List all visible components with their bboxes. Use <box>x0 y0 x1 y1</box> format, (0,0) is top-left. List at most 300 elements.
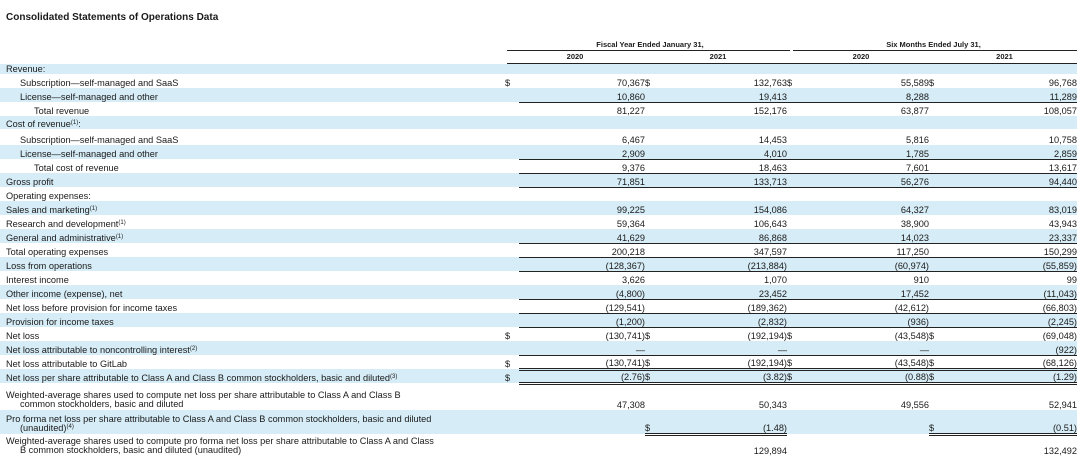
amount-cell: 129,894 <box>753 446 787 456</box>
amount-cell: (2,832) <box>661 313 787 327</box>
row-label-text: Subscription—self-managed and SaaS <box>20 78 179 88</box>
currency-symbol: $ <box>929 410 945 434</box>
row-label-continuation-text: B common stockholders, basic and diluted (unaudited) <box>20 445 242 456</box>
six-months-header: Six Months Ended July 31, <box>886 40 981 49</box>
currency-symbol <box>505 116 519 129</box>
row-label <box>0 434 505 456</box>
currency-symbol <box>505 159 519 173</box>
amount-cell: (4,800) <box>519 285 645 299</box>
amount-cell: — <box>519 341 645 355</box>
statement-row <box>0 159 1077 173</box>
amount-cell: 5,816 <box>906 135 929 145</box>
amount-cell: 99 <box>1066 275 1077 285</box>
amount-cell <box>519 410 645 434</box>
amount-cell: (68,126) <box>945 355 1077 369</box>
amount-cell: (42,612) <box>803 299 929 313</box>
currency-symbol: $ <box>505 331 511 341</box>
amount-cell: 83,019 <box>945 201 1077 215</box>
amount-cell: 64,327 <box>803 201 929 215</box>
amount-cell <box>803 434 929 456</box>
amount-cell <box>661 116 787 129</box>
statement-row <box>0 187 1077 201</box>
amount-cell: 52,941 <box>1048 400 1077 410</box>
statement-row <box>0 341 1077 355</box>
amount-cell: (2,245) <box>945 313 1077 327</box>
currency-symbol <box>787 383 803 410</box>
amount-cell: 2,859 <box>945 145 1077 159</box>
currency-symbol <box>929 299 945 313</box>
amount-cell: 1,070 <box>764 275 787 285</box>
amount-cell: 63,877 <box>900 106 929 116</box>
amount-cell: 70,367 <box>616 78 645 88</box>
statement-row <box>0 215 1077 229</box>
currency-symbol <box>505 341 519 355</box>
currency-symbol <box>787 116 803 129</box>
currency-symbol <box>787 285 803 299</box>
currency-symbol <box>645 215 661 229</box>
currency-symbol <box>505 129 519 145</box>
amount-cell: 19,413 <box>661 88 787 102</box>
amount-cell <box>661 187 787 201</box>
currency-symbol <box>787 243 803 257</box>
row-label-continuation <box>6 400 505 410</box>
amount-cell: 94,440 <box>945 173 1077 187</box>
currency-symbol <box>505 383 519 410</box>
currency-symbol <box>645 187 661 201</box>
currency-symbol <box>787 271 803 285</box>
amount-cell: 71,851 <box>519 173 645 187</box>
amount-cell: (0.88) <box>803 369 929 383</box>
amount-cell: 56,276 <box>803 173 929 187</box>
row-label-text: License—self-managed and other <box>20 149 158 159</box>
row-label <box>0 257 505 271</box>
amount-cell: (936) <box>803 313 929 327</box>
statement-row <box>0 313 1077 327</box>
currency-symbol <box>505 299 519 313</box>
currency-symbol <box>505 187 519 201</box>
row-label-text: Total cost of revenue <box>34 163 119 173</box>
amount-cell: 6,467 <box>622 135 645 145</box>
currency-symbol <box>505 434 519 456</box>
currency-symbol: $ <box>505 359 511 369</box>
statement-row <box>0 145 1077 159</box>
col-header-fy2021: 2021 <box>709 52 727 61</box>
statement-row <box>0 257 1077 271</box>
statement-title: Consolidated Statements of Operations Data <box>6 12 219 23</box>
currency-symbol <box>929 257 945 271</box>
row-label <box>0 173 505 187</box>
currency-symbol <box>929 145 945 159</box>
statement-row <box>0 285 1077 299</box>
statement-row <box>0 173 1077 187</box>
row-label-continuation-text: common stockholders, basic and diluted <box>20 399 184 410</box>
statement-row <box>0 327 1077 341</box>
row-label <box>0 327 505 341</box>
amount-cell: 17,452 <box>803 285 929 299</box>
amount-cell: 43,943 <box>1048 219 1077 229</box>
currency-symbol <box>929 102 945 116</box>
currency-symbol <box>929 434 945 456</box>
amount-cell: 8,288 <box>803 88 929 102</box>
currency-symbol <box>929 313 945 327</box>
statement-row <box>0 116 1077 129</box>
amount-cell: 3,626 <box>622 275 645 285</box>
amount-cell: (213,884) <box>661 257 787 271</box>
currency-symbol <box>929 129 945 145</box>
amount-cell <box>519 434 645 456</box>
currency-symbol <box>505 229 519 243</box>
currency-symbol <box>645 341 661 355</box>
amount-cell: 347,597 <box>661 243 787 257</box>
currency-symbol <box>929 64 945 74</box>
row-label-text: Net loss before provision for income taxes <box>6 303 178 313</box>
currency-symbol <box>645 102 661 116</box>
row-label <box>0 215 505 229</box>
statement-row <box>0 271 1077 285</box>
row-label <box>0 187 505 201</box>
amount-cell: — <box>661 341 787 355</box>
row-label <box>0 341 505 355</box>
amount-cell: 10,860 <box>519 88 645 102</box>
currency-symbol <box>645 383 661 410</box>
row-label-text: Research and development <box>6 219 119 229</box>
currency-symbol <box>787 257 803 271</box>
row-label <box>0 410 505 434</box>
amount-cell: (43,548) <box>803 355 929 369</box>
amount-cell: 132,763 <box>753 78 787 88</box>
currency-symbol <box>929 271 945 285</box>
currency-symbol <box>929 159 945 173</box>
amount-cell <box>519 187 645 201</box>
amount-cell: 910 <box>913 275 929 285</box>
currency-symbol <box>929 243 945 257</box>
amount-cell: 59,364 <box>616 219 645 229</box>
footnote-marker: (1) <box>89 206 98 212</box>
currency-symbol <box>505 215 519 229</box>
currency-symbol: $ <box>505 369 519 383</box>
amount-cell: (2.76) <box>519 369 645 383</box>
currency-symbol <box>645 159 661 173</box>
row-label <box>0 355 505 369</box>
currency-symbol <box>929 116 945 129</box>
statement-row <box>0 355 1077 369</box>
row-label <box>0 88 505 102</box>
amount-cell: 7,601 <box>803 159 929 173</box>
currency-symbol <box>787 229 803 243</box>
currency-symbol: $ <box>645 410 661 434</box>
currency-symbol <box>645 257 661 271</box>
amount-cell: 41,629 <box>519 229 645 243</box>
amount-cell: 55,589 <box>900 78 929 88</box>
amount-cell: 18,463 <box>661 159 787 173</box>
currency-symbol <box>787 102 803 116</box>
row-label-text: General and administrative <box>6 233 116 243</box>
amount-cell: (60,974) <box>803 257 929 271</box>
currency-symbol: $ <box>645 369 661 383</box>
statement-row <box>0 88 1077 102</box>
amount-cell: 200,218 <box>519 243 645 257</box>
amount-cell: 14,453 <box>758 135 787 145</box>
footnote-marker: (2) <box>189 346 198 352</box>
amount-cell: (11,043) <box>945 285 1077 299</box>
currency-symbol <box>929 215 945 229</box>
currency-symbol <box>787 299 803 313</box>
amount-cell: 49,556 <box>900 400 929 410</box>
currency-symbol: $ <box>787 78 793 88</box>
currency-symbol <box>929 341 945 355</box>
amount-cell: 2,909 <box>519 145 645 159</box>
row-label <box>0 285 505 299</box>
statement-table <box>0 64 1077 456</box>
amount-cell: 10,758 <box>1048 135 1077 145</box>
amount-cell: 108,057 <box>1043 106 1077 116</box>
fiscal-year-header: Fiscal Year Ended January 31, <box>596 40 704 49</box>
row-label <box>0 145 505 159</box>
currency-symbol <box>929 201 945 215</box>
amount-cell: (192,194) <box>661 355 787 369</box>
amount-cell: (43,548) <box>894 331 929 341</box>
row-label-text: Total revenue <box>34 106 90 116</box>
row-label-continuation <box>6 446 505 456</box>
currency-symbol <box>787 313 803 327</box>
amount-cell: 11,289 <box>945 88 1077 102</box>
footnote-marker: (3) <box>390 374 398 380</box>
currency-symbol <box>787 173 803 187</box>
row-label-text: Gross profit <box>6 177 54 187</box>
amount-cell: (1.48) <box>661 410 787 434</box>
currency-symbol <box>929 383 945 410</box>
currency-symbol <box>505 257 519 271</box>
amount-cell: (189,362) <box>661 299 787 313</box>
amount-cell <box>519 116 645 129</box>
row-label-text: Cost of revenue <box>6 119 71 129</box>
amount-cell: 14,023 <box>803 229 929 243</box>
amount-cell: 133,713 <box>661 173 787 187</box>
row-label-text: Net loss attributable to GitLab <box>6 359 128 369</box>
row-label <box>0 64 505 74</box>
statement-row <box>0 201 1077 215</box>
currency-symbol <box>929 285 945 299</box>
currency-symbol <box>505 271 519 285</box>
amount-cell: 154,086 <box>661 201 787 215</box>
label-suffix: : <box>78 119 81 129</box>
amount-cell: (192,194) <box>747 331 787 341</box>
statement-row <box>0 102 1077 116</box>
row-label <box>0 102 505 116</box>
row-label-text: Loss from operations <box>6 261 92 271</box>
row-label <box>0 369 505 383</box>
amount-cell: 81,227 <box>616 106 645 116</box>
currency-symbol <box>645 116 661 129</box>
currency-symbol <box>645 229 661 243</box>
currency-symbol <box>505 285 519 299</box>
currency-symbol <box>505 243 519 257</box>
amount-cell: (55,859) <box>945 257 1077 271</box>
row-label-text: Pro forma net loss per share attributable to Class A and Class B common stockholders, basic and diluted <box>6 413 432 424</box>
statement-row <box>0 129 1077 145</box>
row-label-text: Sales and marketing <box>6 205 90 215</box>
statement-row <box>0 243 1077 257</box>
amount-cell: (922) <box>945 341 1077 355</box>
amount-cell: (1,200) <box>519 313 645 327</box>
currency-symbol <box>787 410 803 434</box>
amount-cell: 47,308 <box>616 400 645 410</box>
currency-symbol <box>645 299 661 313</box>
amount-cell <box>803 64 929 74</box>
currency-symbol <box>929 88 945 102</box>
currency-symbol <box>787 159 803 173</box>
currency-symbol <box>505 173 519 187</box>
row-label-text: Provision for income taxes <box>6 317 114 327</box>
amount-cell: 150,299 <box>945 243 1077 257</box>
footnote-marker: (1) <box>70 120 79 126</box>
currency-symbol: $ <box>645 355 661 369</box>
currency-symbol <box>787 341 803 355</box>
currency-symbol <box>787 215 803 229</box>
amount-cell <box>803 116 929 129</box>
row-label <box>0 129 505 145</box>
currency-symbol <box>787 88 803 102</box>
statement-row <box>0 434 1077 456</box>
currency-symbol <box>645 145 661 159</box>
amount-cell: 9,376 <box>519 159 645 173</box>
row-label <box>0 201 505 215</box>
currency-symbol <box>505 88 519 102</box>
currency-symbol <box>787 187 803 201</box>
row-label <box>0 159 505 173</box>
amount-cell: 23,452 <box>661 285 787 299</box>
currency-symbol <box>645 201 661 215</box>
row-label-text: License—self-managed and other <box>20 92 158 102</box>
amount-cell: 4,010 <box>661 145 787 159</box>
amount-cell: 1,785 <box>803 145 929 159</box>
amount-cell: (128,367) <box>519 257 645 271</box>
amount-cell: 86,868 <box>661 229 787 243</box>
currency-symbol <box>505 201 519 215</box>
row-label <box>0 229 505 243</box>
row-label-text: Weighted-average shares used to compute pro forma net loss per share attributable to Class A and Class <box>6 435 434 446</box>
statement-row <box>0 229 1077 243</box>
statement-row <box>0 410 1077 434</box>
currency-symbol <box>929 173 945 187</box>
currency-symbol: $ <box>645 331 651 341</box>
row-label-continuation <box>6 424 505 434</box>
row-label-text: Net loss per share attributable to Class A and Class B common stockholders, basic and diluted <box>6 373 391 383</box>
currency-symbol <box>505 410 519 434</box>
footnote-marker: (4) <box>66 424 74 431</box>
row-label <box>0 271 505 285</box>
amount-cell: (69,048) <box>1042 331 1077 341</box>
amount-cell <box>803 410 929 434</box>
row-label-text: Weighted-average shares used to compute net loss per share attributable to Class A and Class B <box>6 389 401 400</box>
row-label <box>0 313 505 327</box>
currency-symbol: $ <box>787 355 803 369</box>
amount-cell: 152,176 <box>753 106 787 116</box>
currency-symbol <box>929 187 945 201</box>
amount-cell <box>803 187 929 201</box>
currency-symbol <box>787 145 803 159</box>
currency-symbol <box>645 434 661 456</box>
amount-cell: 117,250 <box>803 243 929 257</box>
currency-symbol <box>645 88 661 102</box>
row-label <box>0 243 505 257</box>
col-header-6m2020: 2020 <box>852 52 870 61</box>
row-label <box>0 74 505 88</box>
row-label-text: Interest income <box>6 275 69 285</box>
amount-cell <box>945 187 1077 201</box>
col-header-fy2020: 2020 <box>566 52 584 61</box>
fiscal-year-header-rule <box>507 50 790 51</box>
amount-cell: 96,768 <box>1048 78 1077 88</box>
currency-symbol: $ <box>929 331 935 341</box>
six-months-header-rule <box>793 50 1077 51</box>
footnote-marker: (1) <box>118 220 126 226</box>
amount-cell: 13,617 <box>945 159 1077 173</box>
amount-cell <box>519 64 645 74</box>
currency-symbol <box>787 434 803 456</box>
currency-symbol <box>787 201 803 215</box>
col-header-6m2021: 2021 <box>996 52 1013 61</box>
statement-row <box>0 383 1077 410</box>
statement-row <box>0 64 1077 74</box>
row-label-text: Revenue: <box>6 64 46 74</box>
amount-cell: (1.29) <box>945 369 1077 383</box>
row-label <box>0 116 505 129</box>
amount-cell: (130,741) <box>519 355 645 369</box>
row-label-text: Other income (expense), net <box>6 289 123 299</box>
currency-symbol <box>645 64 661 74</box>
currency-symbol <box>505 313 519 327</box>
currency-symbol: $ <box>505 78 511 88</box>
currency-symbol <box>787 129 803 145</box>
statement-row <box>0 74 1077 88</box>
amount-cell <box>945 64 1077 74</box>
currency-symbol <box>645 243 661 257</box>
statement-row <box>0 369 1077 383</box>
currency-symbol: $ <box>929 355 945 369</box>
currency-symbol <box>929 229 945 243</box>
currency-symbol: $ <box>787 331 793 341</box>
footnote-marker: (1) <box>115 234 124 240</box>
row-label <box>0 299 505 313</box>
row-label-text: Subscription—self-managed and SaaS <box>20 135 179 145</box>
currency-symbol <box>645 313 661 327</box>
amount-cell: 38,900 <box>900 219 929 229</box>
row-label <box>0 383 505 410</box>
amount-cell: 132,492 <box>1043 446 1077 456</box>
currency-symbol: $ <box>929 369 945 383</box>
currency-symbol: $ <box>787 369 803 383</box>
amount-cell <box>945 116 1077 129</box>
currency-symbol <box>505 102 519 116</box>
amount-cell: 23,337 <box>945 229 1077 243</box>
amount-cell: 99,225 <box>519 201 645 215</box>
amount-cell: (130,741) <box>605 331 645 341</box>
row-label-continuation-text: (unaudited) <box>20 423 67 434</box>
row-label-text: Total operating expenses <box>6 247 109 257</box>
amount-cell: — <box>803 341 929 355</box>
statement-row <box>0 299 1077 313</box>
amount-cell: 106,643 <box>753 219 787 229</box>
currency-symbol <box>505 64 519 74</box>
currency-symbol <box>505 145 519 159</box>
row-label-text: Net loss attributable to noncontrolling interest <box>6 345 190 355</box>
currency-symbol: $ <box>929 78 935 88</box>
currency-symbol <box>645 129 661 145</box>
amount-cell: (3.82) <box>661 369 787 383</box>
row-label-text: Net loss <box>6 331 40 341</box>
amount-cell <box>661 64 787 74</box>
